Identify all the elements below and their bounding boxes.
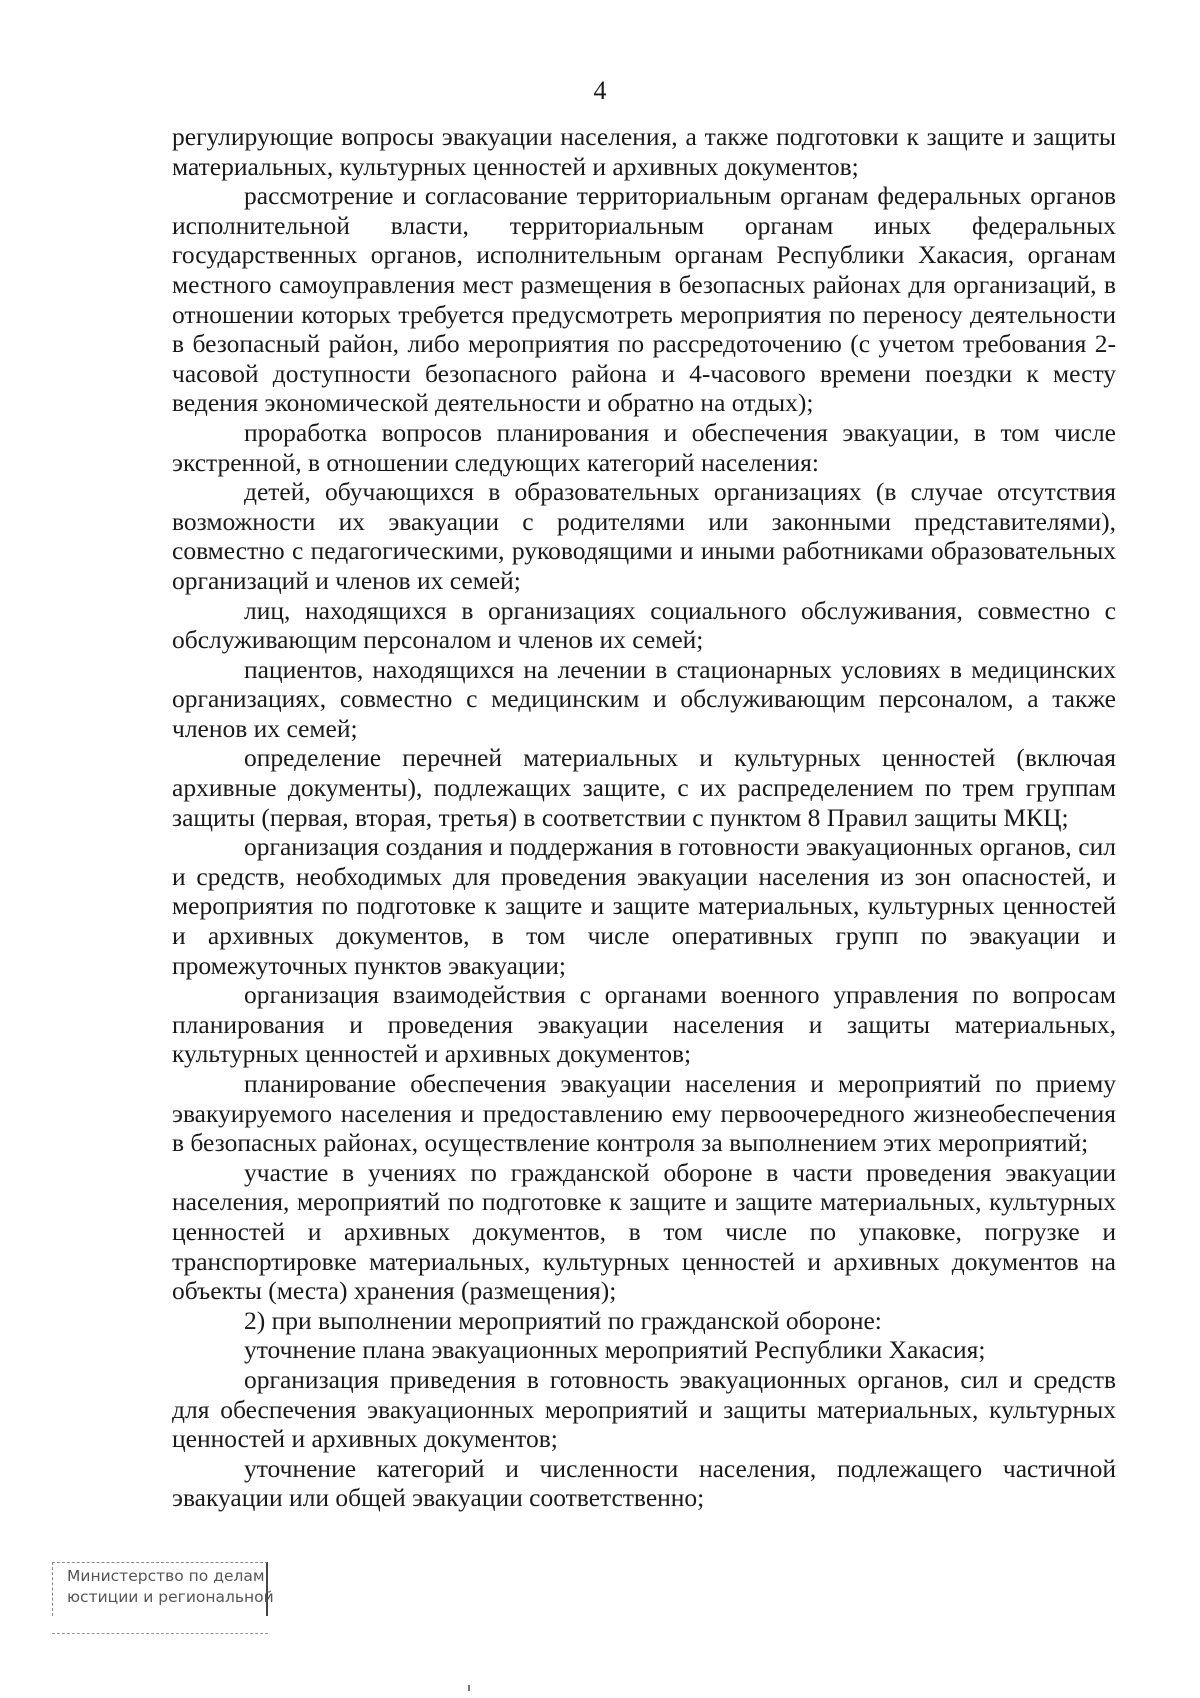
paragraph: уточнение категорий и численности населения, подлежащего частичной эвакуации или общей эвакуации соответственно; (172, 1453, 1116, 1513)
paragraph: регулирующие вопросы эвакуации населения, а также подготовки к защите и защиты материальных, культурных ценностей и архивных документов; (172, 122, 1116, 181)
paragraph: определение перечней материальных и культурных ценностей (включая архивные документы), подлежащих защите, с их распределением по трем группам защиты (первая, вторая, третья) в соответствии с пунктом 8 Правил защиты МКЦ; (172, 743, 1116, 832)
paragraph: рассмотрение и согласование территориальным органам федеральных органов исполнительной власти, территориальным органам иных федеральных государственных органов, исполнительным органам Республики Хакасия, органам местного самоуправления мест размещения в безопасных районах для организаций, в отношении которых требуется предусмотреть мероприятия по переносу деятельности в безопасный район, либо мероприятия по рассредоточению (с учетом требования 2-часовой доступности безопасного района и 4-часового времени поездки к месту ведения экономической деятельности и обратно на отдых); (172, 181, 1116, 418)
paragraph: проработка вопросов планирования и обеспечения эвакуации, в том числе экстренной, в отношении следующих категорий населения: (172, 417, 1116, 477)
stamp-line: юстиции и региональной (67, 1588, 274, 1606)
stamp-border (52, 1633, 268, 1634)
ministry-stamp (52, 1562, 274, 1616)
paragraph: 2) при выполнении мероприятий по гражданской обороне: (244, 1305, 882, 1335)
paragraph: участие в учениях по гражданской обороне в части проведения эвакуации населения, мероприятий по подготовке к защите и защите материальных, культурных ценностей и архивных документов, в том числе по упаковке, погрузке и транспортировке материальных, культурных ценностей и архивных документов на объекты (места) хранения (размещения); (172, 1157, 1116, 1306)
scan-mark (468, 1685, 470, 1691)
paragraph: уточнение плана эвакуационных мероприятий Республики Хакасия; (244, 1335, 986, 1365)
paragraph: пациентов, находящихся на лечении в стационарных условиях в медицинских организациях, совместно с медицинским и обслуживающим персоналом, а также членов их семей; (172, 654, 1116, 743)
paragraph: организация создания и поддержания в готовности эвакуационных органов, сил и средств, необходимых для проведения эвакуации населения из зон опасностей, и мероприятия по подготовке к защите и защите материальных, культурных ценностей и архивных документов, в том числе оперативных групп по эвакуации и промежуточных пунктов эвакуации; (172, 832, 1116, 980)
stamp-line: Министерство по делам (67, 1567, 265, 1585)
paragraph: лиц, находящихся в организациях социального обслуживания, совместно с обслуживающим персоналом и членов их семей; (172, 595, 1116, 655)
page-number: 4 (593, 76, 607, 105)
paragraph: организация приведения в готовность эвакуационных органов, сил и средств для обеспечения эвакуационных мероприятий и защиты материальных, культурных ценностей и архивных документов; (172, 1364, 1116, 1454)
document-body (172, 122, 1116, 1513)
paragraph: планирование обеспечения эвакуации населения и мероприятий по приему эвакуируемого населения и предоставлению ему первоочередного жизнеобеспечения в безопасных районах, осуществление контроля за выполнением этих мероприятий; (172, 1069, 1116, 1158)
paragraph: организация взаимодействия с органами военного управления по вопросам планирования и проведения эвакуации населения и защиты материальных, культурных ценностей и архивных документов; (172, 980, 1116, 1069)
paragraph: детей, обучающихся в образовательных организациях (в случае отсутствия возможности их эвакуации с родителями или законными представителями), совместно с педагогическими, руководящими и иными работниками образовательных организаций и членов их семей; (172, 477, 1116, 595)
